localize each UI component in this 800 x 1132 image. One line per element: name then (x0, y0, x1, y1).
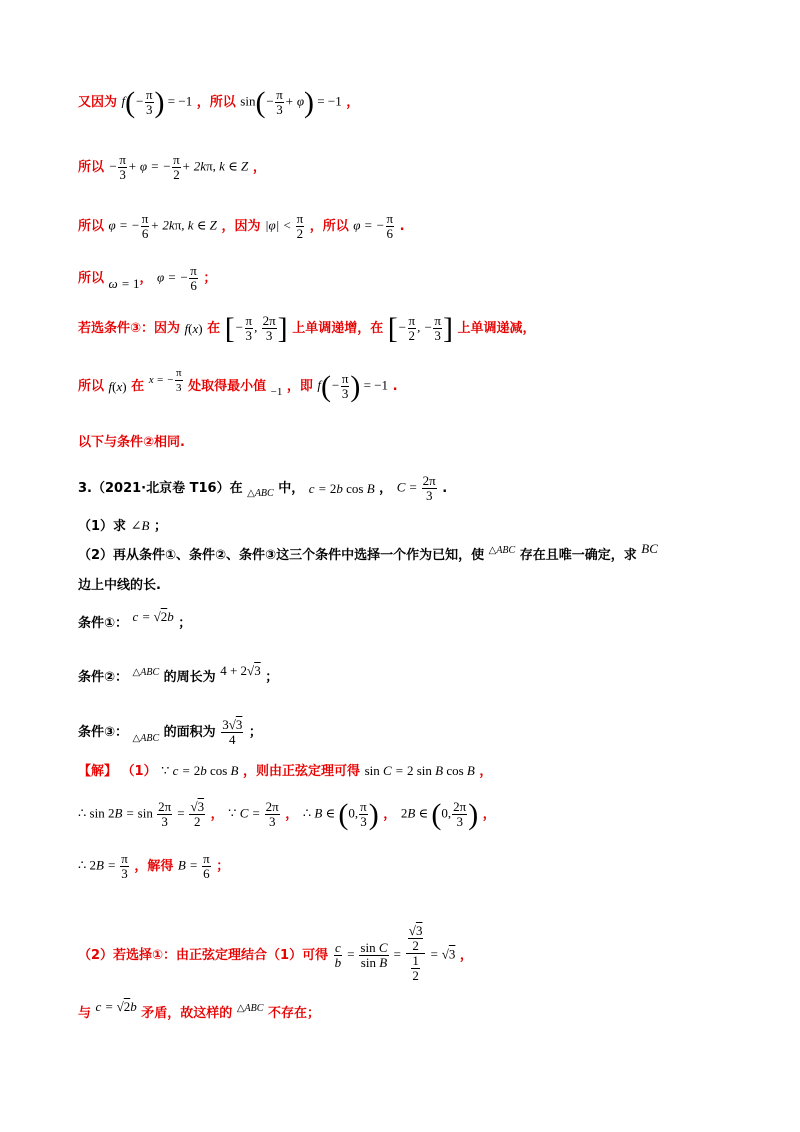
text-prefix: 所以 (78, 219, 105, 234)
math-x-val: x = − $\frac{\pi}{3}$ (148, 367, 182, 394)
math-c-sqrt2b: c = √2b (132, 609, 174, 624)
text-prefix: （1）求 (78, 519, 127, 534)
math-C-2pi3: C = $\frac{2\pi}{3}$ (396, 473, 436, 503)
text-tail: ； (216, 859, 230, 874)
condition-2 (78, 663, 279, 688)
math-c-2bcosB: c = 2b cos B (308, 480, 375, 496)
solution-line-4 (78, 923, 473, 983)
text-tail: ； (178, 616, 192, 631)
text-mid1: 矛盾，故这样的 (141, 1006, 233, 1021)
math-c-sqrt2b: c = √2b (95, 999, 137, 1014)
text-tail: ； (153, 519, 167, 534)
text-prefix: 所以 (78, 379, 105, 394)
math-B: B = $\frac{\pi}{6}$ (177, 851, 210, 881)
text-prefix: 3.（2021·北京卷 T16）在 (78, 481, 243, 496)
text-prefix: 又因为 (78, 95, 118, 110)
math-angle-B: ∠B (130, 518, 150, 533)
text: 边上中线的长. (78, 578, 161, 593)
line-1 (78, 85, 360, 119)
solution-line-1 (78, 762, 492, 781)
math-phi: φ = − $\frac{\pi}{6}$ + 2kπ, k ∈ Z (108, 211, 217, 241)
math-triangle-abc: △ABC (236, 1003, 264, 1014)
math-BC: BC (641, 541, 658, 556)
math-triangle-abc: △ABC (488, 545, 516, 556)
text: 以下与条件②相同. (78, 435, 185, 450)
math-B-range: ∴ B ∈ (0, $\frac{\pi}{3}$ ) (302, 797, 379, 831)
question-3-part-2 (78, 541, 658, 566)
text-mid: 的周长为 (163, 670, 216, 685)
math-area: $\frac{3√3}{4}$ (222, 717, 243, 747)
text-mid1: 中， (278, 481, 305, 496)
text-prefix: （2）若选择①：由正弦定理结合（1）可得 (78, 948, 329, 963)
question-3-title (78, 474, 447, 503)
text-tail: ， (479, 764, 493, 779)
solution-line-3 (78, 852, 229, 881)
line-6 (78, 367, 398, 403)
math-2B-range: 2B ∈ (0, $\frac{2\pi}{3}$ ) (400, 797, 479, 831)
text-mid1: 在 (131, 379, 145, 394)
text-tail: ； (203, 271, 217, 286)
part-label: （1） (121, 764, 157, 779)
text-tail: 上单调递减， (457, 321, 536, 336)
math-phi-result: φ = − $\frac{\pi}{6}$ (157, 263, 197, 293)
line-4: 所以 ω = 1， φ = − $\frac{\pi}{6}$ ； (78, 263, 217, 293)
text-tail: ， (346, 95, 360, 110)
line-3 (78, 212, 405, 241)
text-mid: 的面积为 (163, 725, 216, 740)
text-tail: 不存在； (267, 1006, 320, 1021)
text-sep: ， (210, 807, 224, 822)
math-2B: ∴ 2B = $\frac{\pi}{3}$ (78, 851, 128, 881)
text-tail: ， (252, 160, 266, 175)
text-tail: ； (265, 670, 279, 685)
text-tail: . (392, 379, 398, 394)
text-sep: ， (285, 807, 299, 822)
math-phi-val: φ = − $\frac{\pi}{6}$ (353, 211, 394, 241)
text-mid2: 处取得最小值 (188, 379, 267, 394)
math-because: ∵ c = 2b cos B (161, 763, 239, 778)
math-f-pi3: f(− $\frac{\pi}{3}$ ) = −1 (317, 369, 389, 403)
solution-tag: 【解】 (78, 764, 118, 779)
text-prefix: 条件②： (78, 670, 129, 685)
text-prefix: 所以 (78, 160, 105, 175)
text-mid: ，则由正弦定理可得 (243, 764, 361, 779)
solution-line-2 (78, 797, 496, 831)
text-mid: ，所以 (196, 95, 236, 110)
math-fx: f(x) (184, 320, 203, 336)
math-triangle-abc: △ABC (132, 667, 160, 678)
text-mid2: ，所以 (309, 219, 349, 234)
text-mid3: ，即 (286, 379, 313, 394)
math-sin: sin(− $\frac{\pi}{3}$ + φ) = −1 (240, 85, 342, 119)
text-tail: ； (248, 725, 262, 740)
text-mid: 存在且唯一确定，求 (519, 548, 637, 563)
math-ratio: $\frac{c}{b}$ = $\frac{\text{sin C}}{\text{sin B}}$ = $\frac{\frac{√3}{2}}{\frac{1}{2}}$ = √3 (334, 923, 456, 983)
text-tail: . (399, 219, 405, 234)
math-fx: f(x) (108, 378, 127, 394)
text-mid1: ，因为 (221, 219, 261, 234)
math-perimeter: 4 + 2√3 (220, 663, 261, 678)
text-prefix: 所以 (78, 271, 105, 286)
text-sep: ， (383, 807, 397, 822)
text-prefix: 条件③： (78, 725, 129, 740)
text-tail: ， (482, 807, 496, 822)
math-triangle-abc: △ABC (247, 487, 274, 499)
line-2 (78, 153, 266, 182)
math-omega: ω = 1 (108, 275, 140, 291)
text-prefix: 若选条件③：因为 (78, 321, 181, 336)
math-abs-phi: |φ| < $\frac{\pi}{2}$ (264, 211, 304, 241)
math-sine-law: sin C = 2 sin B cos B (364, 763, 475, 778)
math-interval-2: [− $\frac{\pi}{2}$ , − $\frac{\pi}{3}$ ] (387, 311, 453, 345)
text-mid1: 在 (207, 321, 221, 336)
text-mid2: 上单调递增，在 (292, 321, 384, 336)
question-3-part-2-cont (78, 577, 161, 595)
question-3-part-1 (78, 517, 167, 536)
math-f-neg-pi3: f(− $\frac{\pi}{3}$ ) = −1 (121, 85, 193, 119)
text-mid2: ， (379, 481, 393, 496)
text-tail: . (442, 481, 448, 496)
line-7 (78, 434, 185, 452)
math-sin2B: ∴ sin 2B = sin $\frac{2\pi}{3}$ = $\frac{√3}{2}$ (78, 799, 205, 829)
solution-line-5 (78, 999, 320, 1024)
math-triangle-abc: △ABC (132, 733, 160, 744)
condition-1 (78, 609, 192, 633)
text-prefix: 条件①： (78, 616, 129, 631)
math-neg-one: −1 (270, 385, 283, 398)
text-prefix: 与 (78, 1006, 92, 1021)
math-interval-1: [− $\frac{\pi}{3}$ , $\frac{2\pi}{3}$ ] (224, 311, 288, 345)
text-prefix: （2）再从条件①、条件②、条件③这三个条件中选择一个作为已知，使 (78, 548, 485, 563)
text-tail: ， (459, 948, 473, 963)
math-C: ∵ C = $\frac{2\pi}{3}$ (228, 799, 279, 829)
line-5 (78, 311, 536, 345)
math-eq: − $\frac{\pi}{3}$ + φ = − $\frac{\pi}{2}$ + 2kπ, k ∈ Z (108, 152, 249, 182)
condition-3 (78, 718, 262, 747)
text-mid: ，解得 (134, 859, 174, 874)
